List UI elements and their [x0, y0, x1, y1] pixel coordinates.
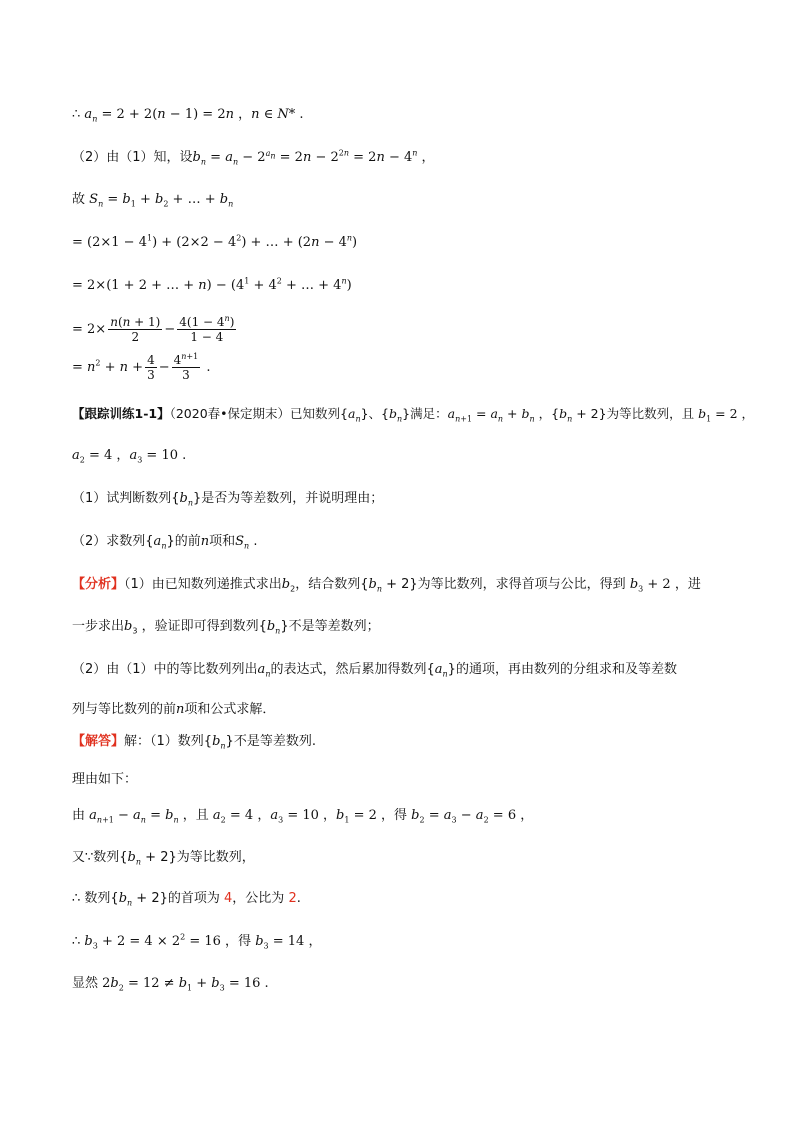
solution-line-fractions: = 2× $\frac{n(n + 1)}{2}$ − $\frac{4(1 - 4^n)}{1 - 4}$	[72, 314, 235, 344]
answer-line-geometric: 又∵数列$\{b_n + 2\}$为等比数列，	[72, 850, 255, 867]
fraction-4-over-3: $\frac{4}{3}$	[147, 353, 155, 382]
fraction-geometric-sum: $\frac{4(1 - 4^n)}{1 - 4}$	[179, 314, 235, 344]
answer-line-reason: 理由如下：	[72, 772, 138, 787]
answer-line-1: 【解答】解：（1）数列$\{b_n\}$不是等差数列.	[72, 734, 316, 751]
analysis-line-1: 【分析】（1）由已知数列递推式求出$b_2$，结合数列$\{b_n + 2\}$为等比数列，求得首项与公比，得到 $b_3 + 2$ ，进	[72, 577, 701, 594]
solution-line-result: = $n^2 + n$ + $\frac{4}{3}$ − $\frac{4^{n+1}}{3}$ .	[72, 352, 211, 382]
fraction-4n1-over-3: $\frac{4^{n+1}}{3}$	[173, 352, 199, 382]
answer-line-first-term: ∴ 数列$\{b_n + 2\}$的首项为 4，公比为 2.	[72, 891, 301, 908]
practice-problem-header: 【跟踪训练1-1】（2020春•保定期末）已知数列$\{a_n\}$、$\{b_n\}$满足：$a_{n+1} = a_n + b_n$ ，$\{b_n + 2\}$为等比数列，且 $b_1 = 2$ ，	[72, 406, 755, 424]
practice-problem-given: $a_2 = 4$ ，$a_3 = 10$ .	[72, 448, 187, 465]
solution-line-define-bn: （2）由（1）知，设$b_n = a_n - 2^{a_n} = 2n - 2^{2n} = 2n - 4^n$ ，	[72, 148, 435, 167]
answer-line-conclusion: 显然 $2b_2 = 12 \ne b_1 + b_3 = 16$ .	[72, 976, 269, 993]
solution-line-sn-sum: 故 $S_n = b_1 + b_2$ + … + $b_n$	[72, 192, 234, 209]
practice-label: 【跟踪训练1-1】	[72, 406, 170, 421]
analysis-line-2: 一步求出$b_3$ ，验证即可得到数列$\{b_n\}$不是等差数列；	[72, 619, 380, 636]
answer-label: 【解答】	[72, 734, 125, 749]
answer-line-b2: 由 $a_{n+1} - a_n = b_n$ ，且 $a_2 = 4$ ，$a_3 = 10$ ，$b_1 = 2$ ，得 $b_2 = a_3 - a_2 = 6$ ，	[72, 808, 534, 825]
analysis-line-4: 列与等比数列的前n项和公式求解．	[72, 702, 276, 717]
solution-line-expand: = $(2\times 1 - 4^1) + (2\times 2 - 4^2)$ + … + $(2n - 4^n)$	[72, 233, 358, 250]
solution-line-an-formula: ∴ $a_n = 2 + 2(n - 1) = 2n$ ，n ∈ N* .	[72, 107, 304, 124]
solution-line-group: = 2×(1 + 2 + … + $n) - (4^1 + 4^2$ + … + $4^n$)	[72, 276, 352, 293]
question-part-2: （2）求数列$\{a_n\}$的前n项和$S_n$ .	[72, 534, 258, 551]
answer-line-b3: ∴ $b_3 + 2 = 4 \times 2^2 = 16$ ，得 $b_3 = 14$ ，	[72, 932, 322, 951]
fraction-n-n1-over-2: $\frac{n(n + 1)}{2}$	[110, 315, 161, 344]
analysis-line-3: （2）由（1）中的等比数列列出$a_n$的表达式，然后累加得数列$\{a_n\}$的通项，再由数列的分组求和及等差数	[72, 662, 677, 679]
analysis-label: 【分析】	[72, 577, 125, 592]
question-part-1: （1）试判断数列$\{b_n\}$是否为等差数列，并说明理由；	[72, 491, 384, 508]
